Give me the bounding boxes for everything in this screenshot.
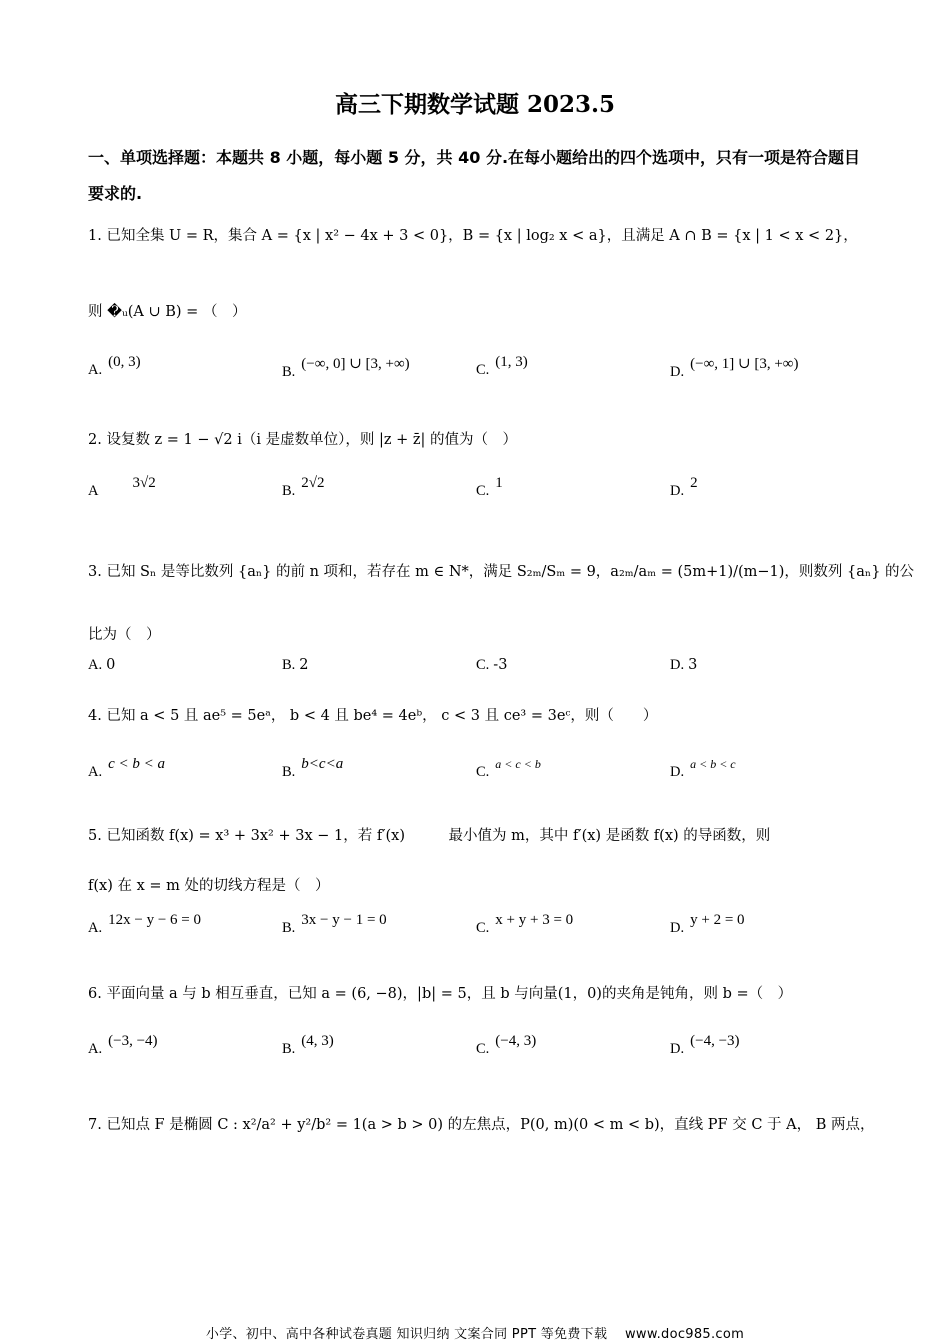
option-value: a < b < c [690, 757, 736, 771]
option-value: (−∞, 0] ∪ [3, +∞) [301, 356, 410, 372]
section-heading: 一、单项选择题：本题共 8 小题，每小题 5 分，共 40 分.在每小题给出的四个选项中，只有一项是符合题目要求的. [88, 148, 861, 203]
question-2-option-a [88, 475, 156, 500]
option-label: C. [476, 483, 490, 499]
option-value: y + 2 = 0 [690, 912, 745, 928]
option-label: C. [476, 657, 490, 673]
option-label: D. [670, 1041, 685, 1057]
question-4-option-c [476, 757, 541, 781]
option-value: 3 [688, 657, 698, 673]
option-value: 3√2 [132, 475, 156, 491]
option-label: A. [88, 657, 103, 673]
option-value: (4, 3) [301, 1033, 334, 1049]
question-6-line-1: 6. 平面向量 a 与 b 相互垂直，已知 a = (6, −8)，|b| = 5，且 b 与向量(1，0)的夹角是钝角，则 b =（ ） [88, 986, 793, 1002]
question-6-option-a [88, 1033, 158, 1058]
option-label: A. [88, 1041, 103, 1057]
option-value: x + y + 3 = 0 [495, 912, 574, 928]
option-label: A. [88, 764, 103, 780]
question-4-option-d [670, 757, 736, 781]
option-label: D. [670, 920, 685, 936]
option-label: B. [282, 483, 296, 499]
option-value: a < c < b [495, 757, 541, 771]
option-value: (−4, 3) [495, 1033, 537, 1049]
option-value: 3x − y − 1 = 0 [301, 912, 387, 928]
option-label: B. [282, 764, 296, 780]
question-1-option-c [476, 354, 528, 379]
option-value: 0 [106, 657, 116, 673]
option-value: 1 [495, 475, 503, 491]
question-1-line-1: 1. 已知全集 U = R，集合 A = {x | x² − 4x + 3 < 0}，B = {x | log₂ x < a}，且满足 A ∩ B = {x | 1 < x < 2}， [88, 228, 858, 244]
page-footer: 小学、初中、高中各种试卷真题 知识归纳 文案合同 PPT 等免费下载 www.doc985.com [205, 1327, 745, 1342]
question-2-option-b [282, 475, 325, 500]
option-value: (−3, −4) [108, 1033, 158, 1049]
option-value: 12x − y − 6 = 0 [108, 912, 201, 928]
option-label: B. [282, 1041, 296, 1057]
option-value: 2√2 [301, 475, 325, 491]
question-5-line-2: f(x) 在 x = m 处的切线方程是（ ） [88, 878, 330, 894]
option-value: (−∞, 1] ∪ [3, +∞) [690, 356, 799, 372]
question-1-option-d [670, 356, 799, 381]
question-5-line-1: 5. 已知函数 f(x) = x³ + 3x² + 3x − 1，若 f′(x) 最小值为 m，其中 f′(x) 是函数 f(x) 的导函数，则 [88, 828, 771, 844]
option-label: D. [670, 483, 685, 499]
question-1-option-a [88, 354, 141, 379]
option-label: C. [476, 764, 490, 780]
option-value: (1, 3) [495, 354, 528, 370]
question-5-option-a [88, 912, 201, 937]
option-value: (0, 3) [108, 354, 141, 370]
question-3-line-2: 比为（ ） [88, 627, 161, 643]
page-title: 高三下期数学试题 2023.5 [334, 91, 616, 118]
option-value: c < b < a [108, 756, 166, 772]
option-value: 2 [299, 657, 309, 673]
option-label: B. [282, 657, 296, 673]
question-5-option-c [476, 912, 574, 937]
option-value: (−4, −3) [690, 1033, 740, 1049]
question-7-line-1: 7. 已知点 F 是椭圆 C : x²/a² + y²/b² = 1(a > b > 0) 的左焦点，P(0, m)(0 < m < b)，直线 PF 交 C 于 A， B 两点， [88, 1117, 875, 1133]
option-label: D. [670, 364, 685, 380]
question-1-line-2: 则 �ᵤ(A ∪ B) = （ ） [88, 304, 247, 320]
question-6-option-b [282, 1033, 334, 1058]
option-label: A. [88, 362, 103, 378]
question-2-option-c [476, 475, 503, 500]
option-label: C. [476, 920, 490, 936]
option-label: D. [670, 657, 685, 673]
option-value: -3 [493, 657, 508, 673]
option-label: B. [282, 364, 296, 380]
option-label: B. [282, 920, 296, 936]
question-4-option-b [282, 756, 344, 781]
question-4-line-1: 4. 已知 a < 5 且 ae⁵ = 5eᵃ， b < 4 且 be⁴ = 4eᵇ， c < 3 且 ce³ = 3eᶜ，则（ ） [88, 708, 658, 724]
question-2-option-d [670, 475, 698, 500]
question-3-option-a [88, 657, 115, 674]
question-6-option-c [476, 1033, 537, 1058]
question-1-option-b [282, 356, 410, 381]
question-5-option-d [670, 912, 745, 937]
option-value: 2 [690, 475, 698, 491]
question-3-option-b [282, 657, 309, 674]
option-label: D. [670, 764, 685, 780]
question-2-line-1: 2. 设复数 z = 1 − √2 i（i 是虚数单位），则 |z + z̄| 的值为（ ） [88, 432, 517, 448]
option-label: A. [88, 920, 103, 936]
question-6-option-d [670, 1033, 740, 1058]
question-3-line-1: 3. 已知 Sₙ 是等比数列 {aₙ} 的前 n 项和，若存在 m ∈ N*，满足 S₂ₘ/Sₘ = 9，a₂ₘ/aₘ = (5m+1)/(m−1)，则数列 {aₙ} 的公 [88, 564, 915, 580]
option-label: C. [476, 1041, 490, 1057]
question-5-option-b [282, 912, 387, 937]
option-label: A [88, 483, 99, 499]
question-3-option-d [670, 657, 697, 674]
question-3-option-c [476, 657, 507, 674]
option-value: b<c<a [301, 756, 344, 772]
question-4-option-a [88, 756, 166, 781]
option-label: C. [476, 362, 490, 378]
